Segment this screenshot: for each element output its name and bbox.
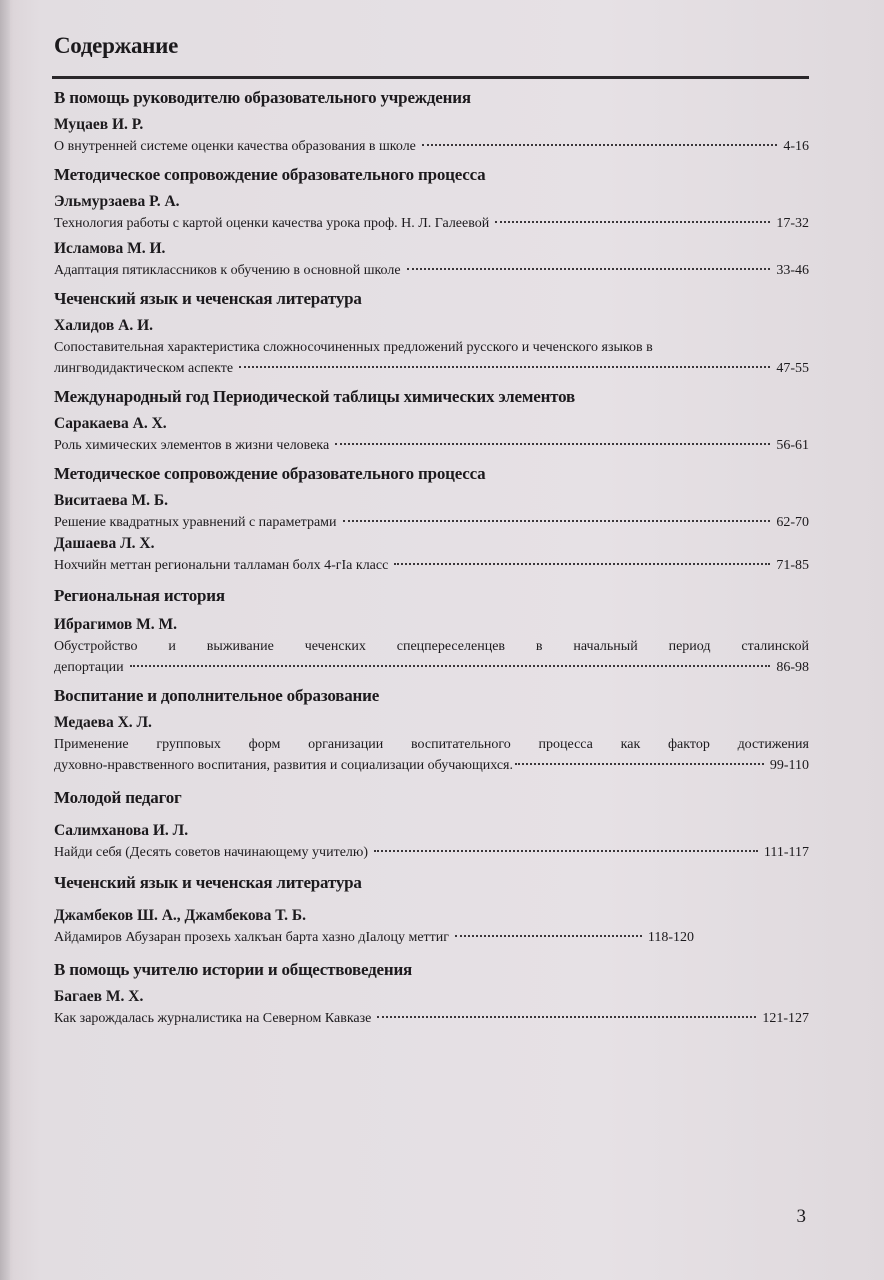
title-underline <box>52 76 809 79</box>
page-number: 3 <box>796 1206 806 1227</box>
toc-section <box>54 462 809 576</box>
section-heading: Методическое сопровождение образовательного процесса <box>54 165 486 184</box>
section-heading: Региональная история <box>54 586 225 605</box>
page-title: Содержание <box>54 33 178 58</box>
entry-title-line <box>54 927 694 948</box>
section-heading: Воспитание и дополнительное образование <box>54 686 380 705</box>
dot-leader <box>422 144 777 146</box>
section-heading: В помощь учителю истории и обществоведения <box>54 960 413 979</box>
entry-title: депортации <box>54 660 124 675</box>
entry-author: Джамбеков Ш. А., Джамбекова Т. Б. <box>54 907 306 924</box>
dot-leader <box>495 221 770 223</box>
toc-entry[interactable] <box>54 905 809 948</box>
section-heading: В помощь руководителю образовательного учреждения <box>54 88 471 107</box>
entry-title-first-line: Применение групповых форм организации воспитательного процесса как фактор достижения <box>54 737 809 752</box>
entry-pages: 118-120 <box>647 930 694 945</box>
entry-pages: 121-127 <box>762 1011 809 1026</box>
entry-title: Решение квадратных уравнений с параметрами <box>54 515 337 530</box>
entry-pages: 56-61 <box>776 438 809 453</box>
section-heading: Международный год Периодической таблицы химических элементов <box>54 387 575 406</box>
entry-title-line <box>54 512 809 533</box>
dot-leader <box>377 1016 756 1018</box>
entry-author: Дашаева Л. Х. <box>54 535 155 552</box>
toc-entry[interactable] <box>54 712 809 776</box>
entry-title: духовно-нравственного воспитания, развития и социализации обучающихся. <box>54 758 513 773</box>
toc-entry[interactable] <box>54 614 809 678</box>
toc-section <box>54 287 809 379</box>
toc-entry[interactable] <box>54 238 809 281</box>
dot-leader <box>335 443 770 445</box>
dot-leader <box>343 520 771 522</box>
entry-author: Саракаева А. Х. <box>54 415 167 432</box>
table-of-contents <box>54 86 809 1033</box>
entry-author: Муцаев И. Р. <box>54 116 144 133</box>
toc-section <box>54 86 809 157</box>
section-heading: Молодой педагог <box>54 788 182 807</box>
entry-author: Багаев М. Х. <box>54 988 144 1005</box>
entry-author: Виситаева М. Б. <box>54 492 169 509</box>
entry-pages: 62-70 <box>776 515 809 530</box>
entry-pages: 86-98 <box>776 660 809 675</box>
toc-section <box>54 684 809 776</box>
entry-title: Найди себя (Десять советов начинающему учителю) <box>54 845 369 860</box>
entry-title: Айдамиров Абузаран прозехь халкъан барта хазно дIалоцу меттиг <box>54 930 450 945</box>
entry-title-first-line: Сопоставительная характеристика сложносочиненных предложений русского и чеченского языков в <box>54 340 653 355</box>
entry-title-line <box>54 755 809 776</box>
entry-pages: 99-110 <box>769 758 809 773</box>
entry-author: Медаева Х. Л. <box>54 714 152 731</box>
entry-author: Халидов А. И. <box>54 317 154 334</box>
entry-pages: 111-117 <box>763 845 809 860</box>
toc-entry[interactable] <box>54 490 809 533</box>
entry-author: Салимханова И. Л. <box>54 822 189 839</box>
toc-section <box>54 786 809 863</box>
entry-title: Технология работы с картой оценки качества урока проф. Н. Л. Галеевой <box>54 216 490 231</box>
entry-title-line <box>54 435 809 456</box>
toc-entry[interactable] <box>54 114 809 157</box>
entry-title: лингводидактическом аспекте <box>54 361 234 376</box>
toc-section <box>54 163 809 281</box>
entry-title-line <box>54 842 809 863</box>
section-heading: Чеченский язык и чеченская литература <box>54 289 362 308</box>
entry-pages: 47-55 <box>776 361 809 376</box>
toc-entry[interactable] <box>54 533 809 576</box>
toc-entry[interactable] <box>54 191 809 234</box>
entry-title: Как зарождалась журналистика на Северном Кавказе <box>54 1011 372 1026</box>
entry-author: Эльмурзаева Р. А. <box>54 193 180 210</box>
toc-section <box>54 958 809 1029</box>
entry-pages: 4-16 <box>783 139 809 154</box>
entry-pages: 17-32 <box>776 216 809 231</box>
entry-title-line <box>54 136 809 157</box>
toc-section <box>54 584 809 678</box>
entry-title-line <box>54 358 809 379</box>
toc-entry[interactable] <box>54 413 809 456</box>
dot-leader <box>239 366 770 368</box>
section-heading: Чеченский язык и чеченская литература <box>54 873 362 892</box>
entry-title: Роль химических элементов в жизни человека <box>54 438 330 453</box>
entry-title-line <box>54 657 809 678</box>
toc-entry[interactable] <box>54 820 809 863</box>
entry-title-line <box>54 260 809 281</box>
toc-entry[interactable] <box>54 315 809 379</box>
entry-title-line <box>54 1008 809 1029</box>
entry-pages: 33-46 <box>776 263 809 278</box>
dot-leader <box>130 665 771 667</box>
toc-section <box>54 385 809 456</box>
entry-title-line <box>54 213 809 234</box>
entry-title: О внутренней системе оценки качества образования в школе <box>54 139 416 154</box>
dot-leader <box>394 563 770 565</box>
entry-title: Адаптация пятиклассников к обучению в основной школе <box>54 263 401 278</box>
dot-leader <box>374 850 758 852</box>
entry-title-line <box>54 555 809 576</box>
entry-author: Ибрагимов М. М. <box>54 616 177 633</box>
book-spine-shadow <box>0 0 10 1280</box>
dot-leader <box>515 763 764 765</box>
section-heading: Методическое сопровождение образовательного процесса <box>54 464 486 483</box>
dot-leader <box>407 268 771 270</box>
dot-leader <box>455 935 642 937</box>
entry-pages: 71-85 <box>776 558 809 573</box>
entry-author: Исламова М. И. <box>54 240 166 257</box>
entry-title: Нохчийн меттан региональни талламан болх 4-гIа класс <box>54 558 389 573</box>
toc-section <box>54 871 809 948</box>
toc-entry[interactable] <box>54 986 809 1029</box>
entry-title-first-line: Обустройство и выживание чеченских спецпереселенцев в начальный период сталинской <box>54 639 809 654</box>
